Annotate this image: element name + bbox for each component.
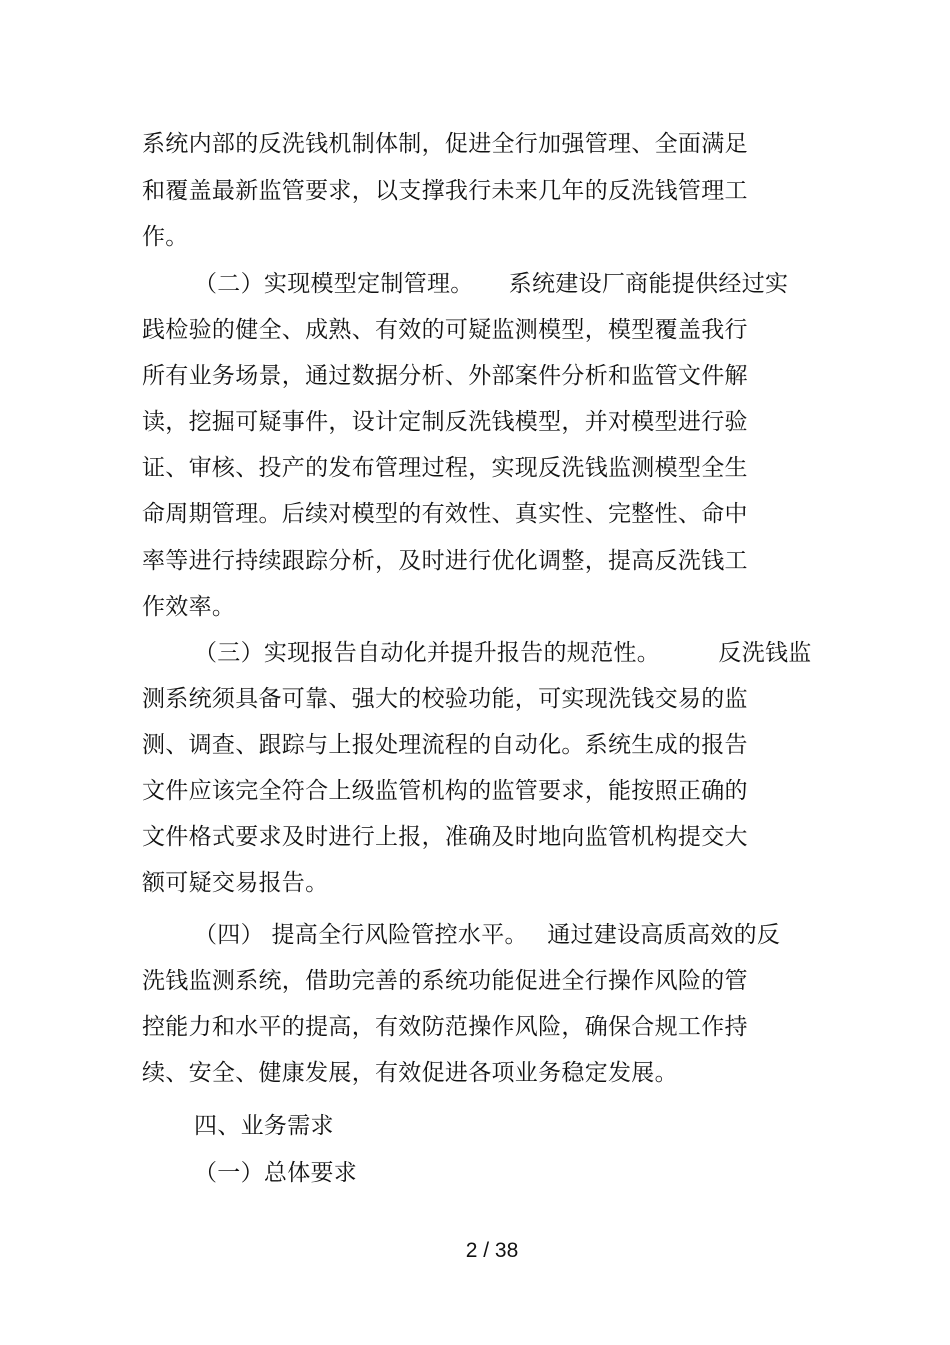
body-text-line: 读，挖掘可疑事件，设计定制反洗钱模型，并对模型进行验: [142, 409, 748, 435]
body-text-line: 率等进行持续跟踪分析，及时进行优化调整，提高反洗钱工: [142, 548, 748, 574]
body-text-line: 洗钱监测系统，借助完善的系统功能促进全行操作风险的管: [142, 968, 748, 994]
body-text-line: 控能力和水平的提高，有效防范操作风险，确保合规工作持: [142, 1014, 748, 1040]
subsection-heading: （一）总体要求: [194, 1160, 358, 1186]
paragraph-first-line: （二）实现模型定制管理。 系统建设厂商能提供经过实: [194, 271, 789, 297]
body-text-line: 额可疑交易报告。: [142, 870, 329, 896]
body-text-line: 所有业务场景，通过数据分析、外部案件分析和监管文件解: [142, 363, 748, 389]
body-text-line: 文件应该完全符合上级监管机构的监管要求，能按照正确的: [142, 778, 748, 804]
body-text-line: 命周期管理。后续对模型的有效性、真实性、完整性、命中: [142, 501, 748, 527]
body-text-line: 证、审核、投产的发布管理过程，实现反洗钱监测模型全生: [142, 455, 748, 481]
page-number: 2 / 38: [465, 1239, 519, 1262]
body-text-line: 践检验的健全、成熟、有效的可疑监测模型，模型覆盖我行: [142, 317, 748, 343]
body-text-line: 系统内部的反洗钱机制体制，促进全行加强管理、全面满足: [142, 131, 748, 157]
body-text-line: 和覆盖最新监管要求，以支撑我行未来几年的反洗钱管理工: [142, 178, 748, 204]
body-text-line: 测系统须具备可靠、强大的校验功能，可实现洗钱交易的监: [142, 686, 748, 712]
section-heading: 四、业务需求: [194, 1113, 334, 1139]
paragraph-first-line: （三）实现报告自动化并提升报告的规范性。 反洗钱监: [194, 640, 812, 666]
body-text-line: 测、调查、跟踪与上报处理流程的自动化。系统生成的报告: [142, 732, 748, 758]
body-text-line: 文件格式要求及时进行上报，准确及时地向监管机构提交大: [142, 824, 748, 850]
body-text-line: 作。: [142, 224, 189, 250]
body-text-line: 作效率。: [142, 594, 236, 620]
paragraph-first-line: （四） 提高全行风险管控水平。 通过建设高质高效的反: [194, 922, 781, 948]
body-text-line: 续、安全、健康发展，有效促进各项业务稳定发展。: [142, 1060, 678, 1086]
